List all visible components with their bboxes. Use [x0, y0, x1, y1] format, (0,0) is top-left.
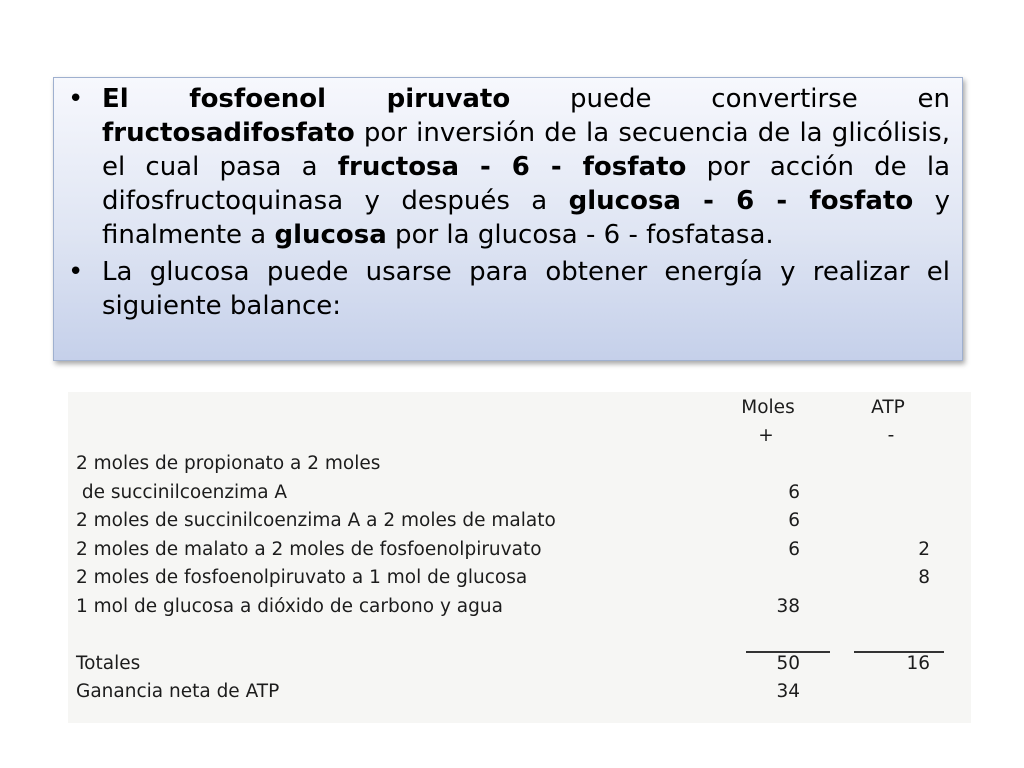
atp-sign: - — [887, 425, 895, 446]
table-row-atp: 2 — [918, 538, 930, 560]
table-row-moles: 6 — [788, 510, 800, 531]
moles-header: Moles — [741, 397, 795, 418]
table-row-label: de succinilcoenzima A — [76, 481, 288, 503]
totals-label: Totales — [76, 653, 141, 674]
table-row-atp: 8 — [918, 567, 930, 588]
text-run: glucosa — [274, 220, 387, 250]
text-run: por la glucosa - 6 - fosfatasa. — [386, 220, 774, 250]
text-run: por acción de la difosfructoquinasa y después a — [102, 152, 950, 216]
text-run: glucosa - 6 - fosfato — [568, 186, 914, 216]
table-row-label: 2 moles de fosfoenolpiruvato a 1 mol de glucosa — [76, 567, 528, 588]
totals-atp: 16 — [906, 653, 930, 674]
atp-header: ATP — [871, 397, 905, 418]
table-row-moles: 6 — [788, 481, 800, 503]
bullet-symbol: • — [68, 84, 84, 114]
table-row-label: 2 moles de malato a 2 moles de fosfoenolpiruvato — [76, 538, 542, 560]
text-run: fructosa - 6 - fosfato — [337, 152, 687, 182]
net-gain-label: Ganancia neta de ATP — [76, 681, 280, 702]
text-run: El fosfoenol piruvato — [102, 84, 511, 114]
moles-sign: + — [758, 425, 774, 446]
bullet-item-2 — [68, 255, 950, 323]
bullet-item-1 — [68, 82, 950, 252]
bullet-symbol: • — [68, 257, 84, 287]
table-row-moles: 38 — [776, 595, 800, 617]
balance-table — [68, 392, 971, 723]
text-panel — [53, 77, 963, 361]
table-row-moles: 6 — [788, 538, 800, 560]
text-run: puede convertirse en — [510, 84, 950, 114]
bullet-text-1 — [102, 82, 950, 252]
net-gain-moles: 34 — [776, 681, 800, 702]
table-row-label: 2 moles de succinilcoenzima A a 2 moles de malato — [76, 510, 556, 531]
text-run: fructosadifosfato — [102, 118, 355, 148]
text-run: y finalmente a — [102, 186, 950, 250]
atp-total-rule — [854, 651, 944, 653]
table-row-label: 1 mol de glucosa a dióxido de carbono y agua — [76, 595, 503, 617]
bullet-text-2 — [102, 255, 950, 323]
table-row-label: 2 moles de propionato a 2 moles — [76, 453, 381, 474]
totals-moles: 50 — [776, 653, 800, 674]
text-run: por inversión de la secuencia de la glicólisis, el cual pasa a — [102, 118, 950, 182]
text-run: La glucosa puede usarse para obtener energía y realizar el siguiente balance: — [102, 257, 950, 321]
